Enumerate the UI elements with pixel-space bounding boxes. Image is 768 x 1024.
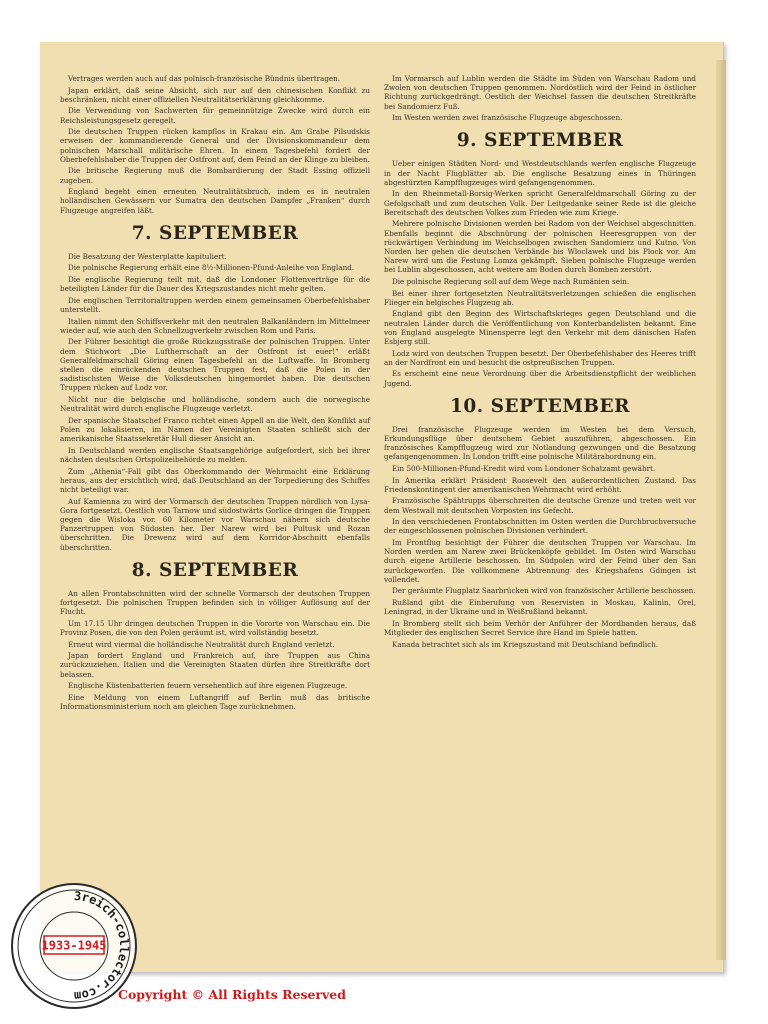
left-intro-section	[60, 74, 370, 215]
stamp-ring-text: 3reich-collector.com	[73, 888, 132, 1004]
section-7-september	[60, 252, 370, 552]
paragraph: Die polnische Regierung soll auf dem Wege nach Rumänien sein.	[392, 277, 630, 287]
right-text-column	[384, 74, 696, 651]
paragraph: In Amerika erklärt Präsident Roosevelt den außerordentlichen Zustand. Das Friedenskontingent der amerikanischen Wehrmacht wird erhöht.	[384, 475, 696, 494]
heading-10-september: 10. SEPTEMBER	[450, 395, 630, 417]
paragraph: Die polnische Regierung erhält eine 8½-Millionen-Pfund-Anleihe von England.	[68, 263, 355, 273]
heading-7-september: 7. SEPTEMBER	[131, 222, 299, 244]
paragraph: Rußland gibt die Einberufung von Reservisten in Moskau, Kalinin, Orel, Leningrad, in der Ukraine und in Weißrußland bekannt.	[384, 598, 696, 617]
paragraph: Der geräumte Flugplatz Saarbrücken wird von französischer Artillerie beschossen.	[392, 586, 696, 596]
paragraph: Die Verwendung von Sachwerten für gemeinnützige Zwecke wird durch ein Reichsleistungsgesetz geregelt.	[60, 106, 370, 125]
paragraph: Zum „Athenia“-Fall gibt das Oberkommando der Wehrmacht eine Erklärung heraus, aus der ersichtlich wird, daß Deutschland an der Torpedierung des Schiffes nicht beteiligt war.	[60, 466, 370, 494]
section-8-september	[60, 589, 370, 711]
paragraph: Erneut wird viermal die holländische Neutralität durch England verletzt.	[68, 639, 335, 649]
paragraph: Englische Küstenbatterien feuern versehentlich auf ihre eigenen Flugzeuge.	[68, 681, 348, 691]
paragraph: Ein 500-Millionen-Pfund-Kredit wird vom Londoner Schatzamt gewährt.	[392, 464, 656, 474]
paragraph: Japan fordert England und Frankreich auf, ihre Truppen aus China zurückzuziehen. Italien und die Vereinigten Staaten dürfen ihre Streitkräfte dort belassen.	[60, 651, 370, 679]
section-9-september	[384, 159, 696, 387]
paragraph: England gibt den Beginn des Wirtschaftskrieges gegen Deutschland und die neutralen Länder durch die Veröffentlichung von Konterbandelisten bekannt. Eine von England ausgelegte Minensperre legt den Verkehr mit dem dänischen Hafen Esbjerg still.	[384, 309, 696, 347]
paragraph: An allen Frontabschnitten wird der schnelle Vormarsch der deutschen Truppen fortgesetzt. Die polnischen Truppen befinden sich in völliger Auflösung auf der Flucht.	[60, 588, 370, 617]
paragraph: Bei einer ihrer fortgesetzten Neutralitätsverletzungen schießen die englischen Flieger ein belgisches Flugzeug ab.	[384, 288, 696, 307]
heading-8-september: 8. SEPTEMBER	[131, 559, 299, 581]
paragraph: Der spanische Staatschef Franco richtet einen Appell an die Welt, den Konflikt auf Polen zu lokalisieren, im Namen der Vereinigten Staaten schließt sich der amerikanische Staatssekretär Hull dieser Ansicht an.	[60, 415, 370, 444]
paragraph: Der Führer besichtigt die große Rückzugsstraße der polnischen Truppen. Unter dem Stichwort „Die Luftherrschaft an der Ostfront ist euer!“ erläßt Generalfeldmarschall Göring einen Tagesbefehl an die Luftwaffe. In Bromberg stellen die einrückenden deutschen Truppen fest, daß die Polen in der sadistischsten Weise die Volksdeutschen hingemordet haben. Die deutschen Truppen rücken auf Lodz vor.	[60, 337, 370, 393]
stamp-years: 1933-1945	[41, 938, 107, 953]
paragraph: Mehrere polnische Divisionen werden bei Radom von der Weichsel abgeschnitten. Ebenfalls beginnt die Abschnürung der polnischen Heeresgruppen von der rückwärtigen Verbindung im Weichselbogen zwischen Sandomierz und Kutno. Von Norden her gehen die deutschen Verbände bis Wloclawek und bis Plock vor. Am Narew wird um die Festung Lomza gekämpft. Sieben polnische Flugzeuge werden bei Lublin abgeschossen, acht weitere am Boden durch Bomben zerstört.	[384, 219, 696, 275]
paragraph: Die englische Regierung teilt mit, daß die Londoner Flottenverträge für die beteiligten Länder für die Dauer des Kriegszustandes nicht mehr gelten.	[60, 274, 370, 294]
paragraph: In Bromberg stellt sich beim Verhör der Anführer der Mordbanden heraus, daß Mitglieder des englischen Secret Service ihre Hand im Spiele hatten.	[384, 618, 696, 637]
paragraph: Die britische Regierung muß die Bombardierung der Stadt Essing offiziell zugeben.	[60, 166, 370, 185]
paragraph: Auf Kamienna zu wird der Vormarsch der deutschen Truppen nördlich von Lysa-Gora fortgesetzt. Oestlich von Tarnow und südostwärts Gorlice dringen die Truppen gegen die Wisloka vor. 60 Kilometer vor Warschau nähern sich deutsche Panzertruppen von Südosten her. Der Narew wird bei Pultusk und Rozan überschritten. Die Drewenz wird auf dem Korridor-Abschnitt ebenfalls überschritten.	[60, 496, 370, 552]
paragraph: Im Vormarsch auf Lublin werden die Städte im Süden von Warschau Radom und Zwolen von deutschen Truppen genommen. Nordöstlich wird der Feind in östlicher Richtung zurückgedrängt. Oestlich der Weichsel fassen die deutschen Streitkräfte bei Sandomierz Fuß.	[384, 74, 696, 111]
paragraph: Vertrages werden auch auf das polnisch-französische Bündnis übertragen.	[68, 74, 341, 83]
copyright-notice: Copyright © All Rights Reserved	[118, 987, 346, 1002]
paragraph: Eine Meldung von einem Luftangriff auf Berlin muß das britische Informationsministerium noch am gleichen Tage zurücknehmen.	[60, 692, 370, 711]
paragraph: Es erscheint eine neue Verordnung über die Arbeitsdienstpflicht der weiblichen Jugend.	[384, 369, 696, 388]
right-intro-section	[384, 74, 696, 122]
section-10-september	[384, 425, 696, 649]
paragraph: Im Westen werden zwei französische Flugzeuge abgeschossen.	[392, 113, 623, 123]
paragraph: In den Rheinmetall-Borsig-Werken spricht Generalfeldmarschall Göring zu der Gefolgschaft und zum deutschen Volk. Der Leitgedanke seiner Rede ist die gleiche Bereitschaft des deutschen Volkes zum Frieden wie zum Kriege.	[384, 189, 696, 217]
paragraph: England begeht einen erneuten Neutralitätsbruch, indem es in neutralen holländischen Gewässern vor Sumatra den deutschen Dampfer „Franken“ durch Flugzeuge angreifen läßt.	[60, 187, 370, 215]
paragraph: In den verschiedenen Frontabschnitten im Osten werden die Durchbruchversuche der eingeschlossenen polnischen Divisionen verhindert.	[384, 517, 696, 536]
paragraph: Die Besatzung der Westerplatte kapituliert.	[68, 251, 227, 261]
paragraph: Um 17.15 Uhr dringen deutschen Truppen in die Vororte von Warschau ein. Die Provinz Posen, die von den Polen geräumt ist, wird vollständig besetzt.	[60, 618, 370, 637]
paragraph: Im Frontflug besichtigt der Führer die deutschen Truppen vor Warschau. Im Norden werden am Narew zwei Brückenköpfe gebildet. Im Osten wird Warschau durch eigene Artillerie beschossen. Im Südpolen wird der Feind über den San zurückgeworfen. Die vollkommene Abtrennung des Kriegshafens Gdingen ist vollendet.	[384, 538, 696, 584]
paragraph: Lodz wird von deutschen Truppen besetzt. Der Oberbefehlshaber des Heeres trifft an der Nordfront ein und besucht die ostpreußischen Truppen.	[384, 348, 696, 367]
paragraph: Die englischen Territorialtruppen werden einem gemeinsamen Oberbefehlshaber unterstellt.	[60, 295, 370, 314]
page-edge-shadow	[716, 60, 726, 960]
paragraph: Französische Spähtrupps überschreiten die deutsche Grenze und treten weit vor dem Westwall mit deutschen Vorposten ins Gefecht.	[384, 496, 696, 515]
left-text-column	[60, 74, 370, 714]
paragraph: Nicht nur die belgische und holländische, sondern auch die norwegische Neutralität wird durch englische Flugzeuge verletzt.	[60, 394, 370, 414]
heading-9-september: 9. SEPTEMBER	[456, 130, 624, 152]
paragraph: Japan erklärt, daß seine Absicht, sich nur auf den chinesischen Konflikt zu beschränken, nicht einer offiziellen Neutralitätserklärung gleichkomme.	[60, 85, 370, 104]
paragraph: Kanada betrachtet sich als im Kriegszustand mit Deutschland befindlich.	[392, 639, 659, 649]
paragraph: Die deutschen Truppen rücken kampflos in Krakau ein. Am Grabe Pilsudskis erweisen der kommandierende General und der Divisionskommandeur dem polnischen Marschall militärische Ehren. In einem Tagesbefehl fordert der Oberbefehlshaber die Truppen der Ostfront auf, dem Feind an der Klinge zu bleiben.	[60, 127, 370, 164]
paragraph: Ueber einigen Städten Nord- und Westdeutschlands werfen englische Flugzeuge in der Nacht Flugblätter ab. Die englische Besatzung eines in Thüringen abgestürzten Kampfflugzeuges wird gefangengenommen.	[384, 159, 696, 187]
paragraph: In Deutschland werden englische Staatsangehörige aufgefordert, sich bei ihrer nächsten deutschen Ortspolizeibehörde zu melden.	[60, 445, 370, 464]
paragraph: Drei französische Flugzeuge werden im Westen bei dem Versuch, Erkundungsflüge über deutschem Gebiet auszuführen, abgeschossen. Ein französisches Kampfflugzeug wird zur Notlandung gezwungen und die Besatzung gefangengenommen. In London trifft eine polnische Militärabordnung ein.	[384, 424, 696, 462]
paragraph: Italien nimmt den Schiffsverkehr mit den neutralen Balkanländern im Mittelmeer wieder auf, wie auch den Schnellzugverkehr zwischen Rom und Paris.	[60, 316, 370, 335]
